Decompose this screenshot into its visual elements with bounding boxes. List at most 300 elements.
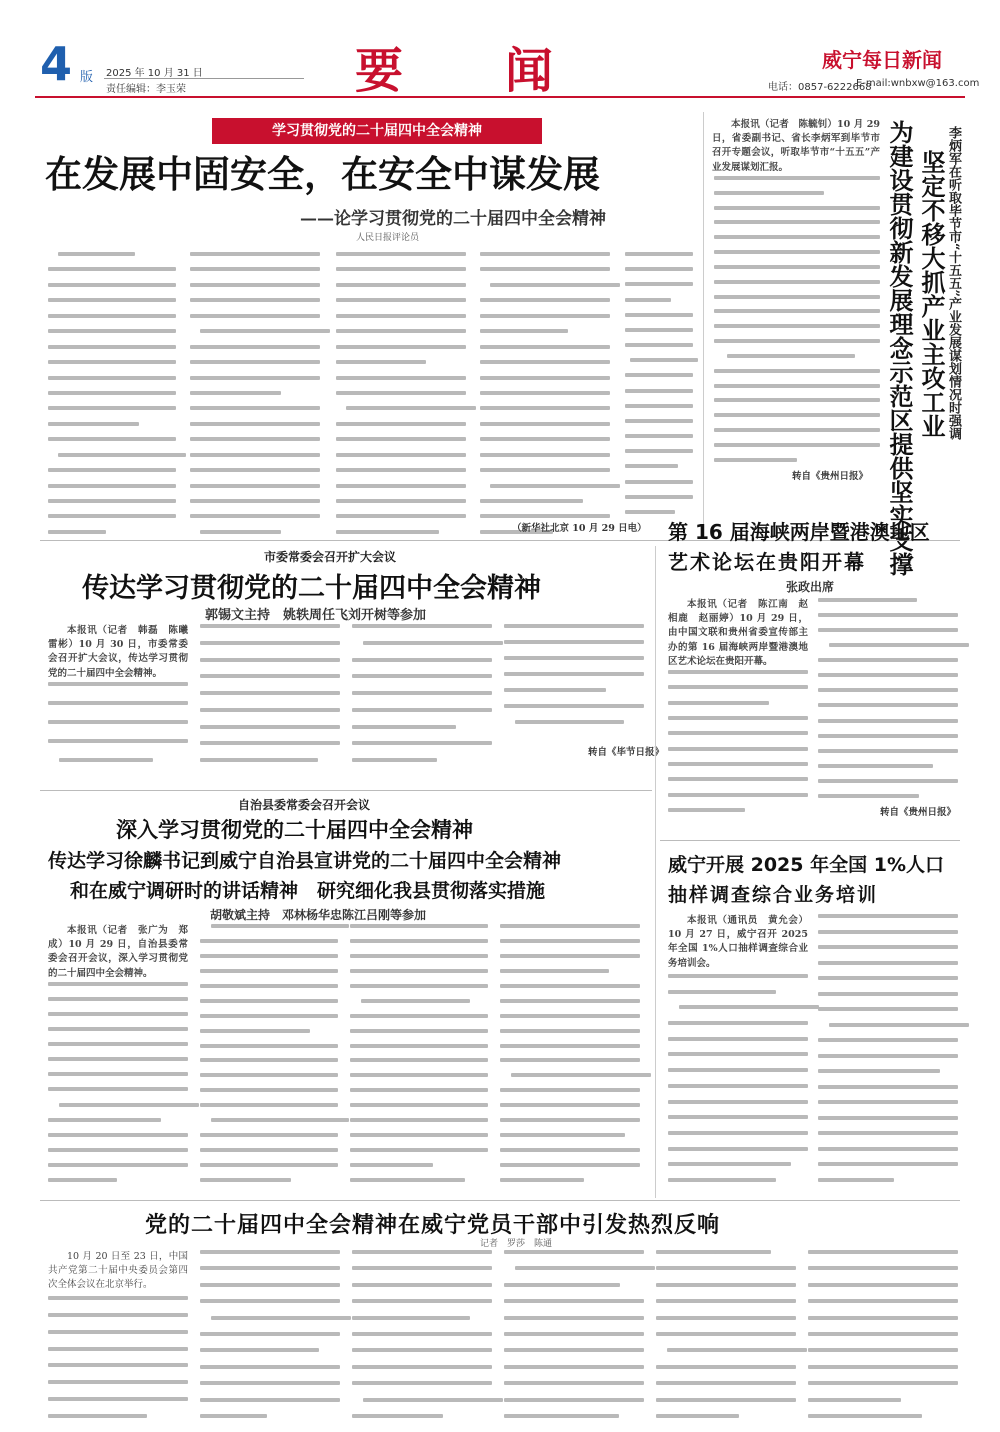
body-text-line: [200, 1348, 319, 1352]
body-text-line: [352, 1381, 492, 1385]
body-text-line: [500, 1029, 640, 1033]
body-text-line: [48, 1363, 188, 1367]
body-text-line: [48, 1012, 188, 1016]
forum-headline-1: 第 16 届海峡两岸暨港澳地区: [668, 520, 930, 544]
body-text-line: [808, 1250, 958, 1254]
body-text-line: [48, 329, 176, 333]
body-text-line: [500, 1014, 640, 1018]
editor-credit: 责任编辑：李玉荣: [106, 84, 186, 95]
body-text-line: [500, 1178, 584, 1182]
body-text-line: [500, 1163, 640, 1167]
bottom-headline: 党的二十届四中全会精神在威宁党员干部中引发热烈反响: [145, 1213, 721, 1238]
body-text-line: [625, 313, 693, 317]
body-text-line: [48, 484, 176, 488]
body-text-line: [48, 1118, 161, 1122]
body-text-line: [59, 758, 153, 762]
masthead: [0, 0, 1000, 100]
body-text-line: [190, 298, 320, 302]
body-text-line: [714, 324, 880, 328]
body-text-line: [200, 1073, 338, 1077]
body-text-line: [352, 624, 492, 628]
issue-date: 2025 年 10 月 31 日: [106, 68, 203, 79]
body-text-line: [625, 495, 693, 499]
lead-column-2: [190, 252, 320, 534]
right-story-headline-b: 为建设贯彻新发展理念示范区提供坚实支撑: [885, 120, 914, 576]
body-text-line: [211, 924, 349, 928]
body-text-line: [625, 282, 693, 286]
body-text-line: [200, 1133, 338, 1137]
body-text-line: [352, 1283, 492, 1287]
body-text-line: [500, 939, 640, 943]
body-text-line: [668, 990, 776, 994]
body-text-line: [504, 1348, 644, 1352]
body-text-line: [808, 1316, 958, 1320]
body-text-line: [504, 1365, 644, 1369]
body-text-line: [818, 945, 958, 949]
body-text-line: [200, 641, 340, 645]
body-text-line: [48, 376, 176, 380]
body-text-line: [818, 1100, 958, 1104]
body-text-line: [352, 1332, 492, 1336]
body-text-line: [511, 1073, 651, 1077]
body-text-line: [48, 314, 176, 318]
body-text-line: [818, 961, 958, 965]
body-text-line: [336, 437, 466, 441]
page-suffix: 版: [80, 70, 94, 85]
body-text-line: [668, 716, 808, 720]
body-text-line: [48, 1296, 188, 1300]
body-text-line: [504, 624, 644, 628]
body-text-line: [480, 314, 610, 318]
body-text-line: [625, 373, 693, 377]
body-text-line: [625, 389, 693, 393]
body-text-line: [808, 1299, 958, 1303]
forum-headline-2: 艺术论坛在贵阳开幕: [668, 550, 866, 574]
standing-subhead: 郭锡文主持 姚轶周任飞刘开树等参加: [205, 608, 427, 623]
body-text-line: [48, 720, 188, 724]
body-text-line: [48, 283, 176, 287]
body-text-line: [48, 1347, 188, 1351]
body-text-line: [480, 267, 610, 271]
body-text-line: [350, 1073, 488, 1077]
body-text-line: [200, 1381, 340, 1385]
body-text-line: [200, 999, 338, 1003]
body-text-line: [714, 235, 880, 239]
body-text-line: [200, 1299, 340, 1303]
county-headline-1: 深入学习贯彻党的二十届四中全会精神: [116, 818, 473, 842]
body-text-line: [200, 741, 340, 745]
bottom-column-6: [808, 1250, 958, 1418]
body-text-line: [504, 1250, 644, 1254]
body-text-line: [714, 280, 880, 284]
body-text-line: [336, 391, 466, 395]
body-text-line: [714, 458, 797, 462]
body-text-line: [668, 670, 808, 674]
body-text-line: [500, 1088, 640, 1092]
right-story-body: [714, 176, 880, 462]
body-text-line: [500, 969, 609, 973]
body-text-line: [504, 1381, 644, 1385]
body-text-line: [668, 1021, 808, 1025]
body-text-line: [211, 1118, 349, 1122]
body-text-line: [818, 734, 958, 738]
census-lead: [668, 914, 808, 971]
body-text-line: [625, 419, 693, 423]
body-text-line: [350, 1178, 465, 1182]
body-text-line: [200, 674, 340, 678]
body-text-line: [625, 267, 693, 271]
body-text-line: [500, 1118, 640, 1122]
county-headline-2: 传达学习徐麟书记到威宁自治县宣讲党的二十届四中全会精神: [48, 850, 562, 872]
body-text-line: [48, 1380, 188, 1384]
body-text-line: [352, 741, 492, 745]
county-byline: 本报讯（记者 张广为 郑成）10 月 29 日，自治县委常委会召开会议，深入学习贯彻党的二十届四中全会精神。: [48, 925, 188, 979]
body-text-line: [200, 708, 340, 712]
body-text-line: [48, 1133, 188, 1137]
body-text-line: [714, 339, 880, 343]
body-text-line: [668, 701, 769, 705]
body-text-line: [808, 1365, 958, 1369]
body-text-line: [361, 999, 470, 1003]
body-text-line: [818, 719, 958, 723]
body-text-line: [714, 443, 880, 447]
body-text-line: [200, 1058, 338, 1062]
body-text-line: [625, 404, 693, 408]
body-text-line: [48, 267, 176, 271]
body-text-line: [48, 682, 188, 686]
standing-lead: [48, 624, 198, 681]
body-text-line: [500, 1148, 640, 1152]
body-text-line: [350, 1029, 488, 1033]
lead-dateline: （新华社北京 10 月 29 日电）: [512, 523, 647, 534]
standing-headline: 传达学习贯彻党的二十届四中全会精神: [82, 573, 541, 604]
body-text-line: [808, 1266, 958, 1270]
body-text-line: [504, 1414, 619, 1418]
body-text-line: [808, 1283, 958, 1287]
body-text-line: [668, 747, 808, 751]
body-text-line: [668, 793, 808, 797]
body-text-line: [714, 384, 880, 388]
body-text-line: [668, 1052, 808, 1056]
body-text-line: [336, 530, 439, 534]
body-text-line: [352, 658, 492, 662]
body-text-line: [200, 1014, 338, 1018]
bottom-column-1: [48, 1296, 188, 1418]
body-text-line: [200, 1283, 340, 1287]
standing-column-1: [48, 682, 188, 762]
body-text-line: [480, 406, 610, 410]
body-text-line: [500, 1058, 640, 1062]
body-text-line: [714, 220, 880, 224]
bottom-byline: 记者 罗莎 陈通: [480, 1239, 553, 1249]
bottom-intro: 10 月 20 日至 23 日，中国共产党第二十届中央委员会第四次全体会议在北京举行。: [48, 1251, 188, 1291]
body-text-line: [336, 298, 466, 302]
body-text-line: [58, 252, 135, 256]
body-text-line: [352, 1365, 492, 1369]
section-title: 要 闻: [355, 43, 556, 99]
body-text-line: [515, 720, 624, 724]
body-text-line: [336, 514, 466, 518]
body-text-line: [818, 1007, 958, 1011]
body-text-line: [346, 406, 476, 410]
body-text-line: [190, 468, 320, 472]
body-text-line: [668, 1147, 808, 1151]
body-text-line: [48, 1057, 188, 1061]
body-text-line: [480, 453, 610, 457]
body-text-line: [714, 206, 880, 210]
body-text-line: [515, 1266, 655, 1270]
body-text-line: [48, 982, 188, 986]
body-text-line: [58, 453, 186, 457]
body-text-line: [190, 499, 320, 503]
census-headline-1: 威宁开展 2025 年全国 1%人口: [668, 854, 944, 876]
body-text-line: [714, 413, 880, 417]
body-text-line: [200, 1148, 338, 1152]
body-text-line: [190, 437, 320, 441]
lead-subhead: ——论学习贯彻党的二十届四中全会精神: [300, 209, 606, 229]
body-text-line: [490, 484, 620, 488]
body-text-line: [48, 1163, 188, 1167]
body-text-line: [668, 1178, 776, 1182]
body-text-line: [714, 176, 880, 180]
paper-name: 威宁每日新闻: [822, 48, 942, 72]
body-text-line: [350, 969, 488, 973]
body-text-line: [668, 1115, 808, 1119]
body-text-line: [190, 360, 320, 364]
body-text-line: [48, 1330, 188, 1334]
body-text-line: [818, 598, 917, 602]
body-text-line: [656, 1381, 796, 1385]
body-text-line: [480, 376, 610, 380]
body-text-line: [350, 1118, 488, 1122]
body-text-line: [200, 1365, 340, 1369]
body-text-line: [714, 265, 880, 269]
body-text-line: [818, 992, 958, 996]
body-text-line: [668, 1037, 808, 1041]
body-text-line: [48, 345, 176, 349]
body-text-line: [200, 1398, 340, 1402]
body-text-line: [504, 688, 606, 692]
right-story-headline-a: 坚定不移大抓产业主攻工业: [917, 150, 946, 438]
body-text-line: [350, 1088, 488, 1092]
body-text-line: [200, 1103, 338, 1107]
body-text-line: [656, 1332, 796, 1336]
body-text-line: [190, 345, 320, 349]
body-text-line: [480, 437, 610, 441]
body-text-line: [625, 464, 678, 468]
phone-number: 电话：0857-6222668: [768, 82, 872, 93]
body-text-line: [48, 468, 176, 472]
body-text-line: [818, 703, 958, 707]
body-text-line: [630, 358, 698, 362]
body-text-line: [200, 969, 338, 973]
body-text-line: [818, 914, 958, 918]
county-column-4: [500, 924, 640, 1182]
body-text-line: [504, 672, 644, 676]
county-headline-3: 和在威宁调研时的讲话精神 研究细化我县贯彻落实措施: [70, 880, 546, 902]
body-text-line: [808, 1348, 958, 1352]
body-text-line: [818, 1131, 958, 1135]
county-column-1: [48, 982, 188, 1182]
body-text-line: [200, 984, 338, 988]
right-story-source: 转自《贵州日报》: [792, 471, 869, 482]
body-text-line: [350, 1058, 488, 1062]
body-text-line: [667, 1348, 807, 1352]
body-text-line: [668, 731, 808, 735]
body-text-line: [818, 764, 933, 768]
forum-subhead: 张政出席: [786, 580, 835, 594]
body-text-line: [190, 283, 320, 287]
body-text-line: [818, 658, 958, 662]
body-text-line: [48, 1087, 188, 1091]
body-text-line: [808, 1398, 901, 1402]
body-text-line: [48, 1414, 147, 1418]
body-text-line: [656, 1266, 796, 1270]
body-text-line: [480, 298, 610, 302]
body-text-line: [668, 1162, 791, 1166]
body-text-line: [500, 1133, 625, 1137]
body-text-line: [625, 252, 693, 256]
body-text-line: [352, 758, 437, 762]
body-text-line: [48, 1313, 188, 1317]
body-text-line: [668, 685, 808, 689]
body-text-line: [350, 984, 488, 988]
body-text-line: [48, 391, 176, 395]
body-text-line: [352, 1414, 443, 1418]
body-text-line: [818, 1054, 958, 1058]
standing-column-3: [352, 624, 492, 762]
body-text-line: [200, 1414, 267, 1418]
body-text-line: [808, 1381, 958, 1385]
body-text-line: [818, 976, 958, 980]
body-text-line: [200, 624, 340, 628]
body-text-line: [48, 1178, 117, 1182]
body-text-line: [480, 468, 610, 472]
bottom-column-5: [656, 1250, 796, 1418]
body-text-line: [190, 252, 320, 256]
body-text-line: [625, 449, 693, 453]
body-text-line: [200, 725, 340, 729]
body-text-line: [352, 674, 492, 678]
body-text-line: [200, 329, 330, 333]
county-column-2: [200, 924, 338, 1182]
body-text-line: [200, 530, 281, 534]
body-text-line: [818, 628, 958, 632]
right-story-byline: 本报讯（记者 陈毓钊）10 月 29 日，省委副书记、省长李炳军到毕节市召开专题会议，听取毕节市“十五五”产业发展谋划汇报。: [712, 119, 880, 173]
body-text-line: [818, 794, 919, 798]
body-text-line: [818, 1085, 958, 1089]
body-text-line: [336, 468, 466, 472]
lead-column-3: [336, 252, 466, 534]
body-text-line: [200, 1332, 340, 1336]
standing-column-4: [504, 624, 644, 724]
body-text-line: [818, 1147, 958, 1151]
body-text-line: [48, 997, 188, 1001]
census-column-1: [668, 974, 808, 1182]
body-text-line: [190, 406, 320, 410]
body-text-line: [200, 1044, 338, 1048]
body-text-line: [190, 422, 320, 426]
body-text-line: [625, 480, 693, 484]
body-text-line: [336, 267, 466, 271]
bottom-column-4: [504, 1250, 644, 1418]
body-text-line: [350, 1044, 488, 1048]
body-text-line: [480, 345, 610, 349]
body-text-line: [818, 779, 958, 783]
body-text-line: [48, 1397, 188, 1401]
body-text-line: [336, 376, 466, 380]
lead-banner: [212, 118, 542, 144]
body-text-line: [818, 688, 958, 692]
body-text-line: [656, 1299, 796, 1303]
body-text-line: [504, 1332, 644, 1336]
body-text-line: [200, 658, 340, 662]
body-text-line: [500, 1103, 640, 1107]
body-text-line: [480, 514, 610, 518]
body-text-line: [350, 1148, 488, 1152]
body-text-line: [480, 329, 568, 333]
body-text-line: [352, 691, 492, 695]
body-text-line: [714, 398, 880, 402]
body-text-line: [480, 422, 610, 426]
body-text-line: [336, 329, 466, 333]
lead-column-5: [625, 252, 693, 514]
body-text-line: [48, 422, 139, 426]
body-text-line: [350, 924, 488, 928]
body-text-line: [350, 1103, 488, 1107]
body-text-line: [668, 1068, 808, 1072]
body-text-line: [625, 434, 693, 438]
body-text-line: [336, 453, 466, 457]
body-text-line: [48, 298, 176, 302]
body-text-line: [714, 295, 880, 299]
body-text-line: [829, 643, 969, 647]
body-text-line: [504, 1316, 644, 1320]
body-text-line: [190, 484, 320, 488]
body-text-line: [625, 328, 693, 332]
body-text-line: [352, 725, 456, 729]
body-text-line: [336, 314, 466, 318]
body-text-line: [350, 939, 488, 943]
body-text-line: [480, 360, 610, 364]
standing-byline: 本报讯（记者 韩磊 陈曦 雷彬）10 月 30 日，市委常委会召开扩大会议，传达学习贯彻党的二十届四中全会精神。: [48, 625, 198, 679]
body-text-line: [656, 1283, 796, 1287]
body-text-line: [350, 954, 488, 958]
body-text-line: [48, 360, 176, 364]
body-text-line: [668, 1131, 808, 1135]
body-text-line: [363, 641, 503, 645]
body-text-line: [48, 437, 176, 441]
body-text-line: [48, 406, 176, 410]
standing-source: 转自《毕节日报》: [588, 747, 665, 758]
county-lead: [48, 924, 188, 981]
body-text-line: [200, 691, 340, 695]
body-text-line: [714, 309, 880, 313]
body-text-line: [818, 1178, 894, 1182]
body-text-line: [336, 360, 426, 364]
body-text-line: [714, 369, 880, 373]
body-text-line: [200, 1250, 340, 1254]
bottom-lead: [48, 1250, 188, 1293]
body-text-line: [190, 514, 320, 518]
body-text-line: [714, 250, 880, 254]
forum-source: 转自《贵州日报》: [880, 807, 957, 818]
body-text-line: [656, 1414, 739, 1418]
body-text-line: [352, 708, 492, 712]
body-text-line: [190, 453, 320, 457]
body-text-line: [200, 1029, 310, 1033]
body-text-line: [818, 930, 958, 934]
